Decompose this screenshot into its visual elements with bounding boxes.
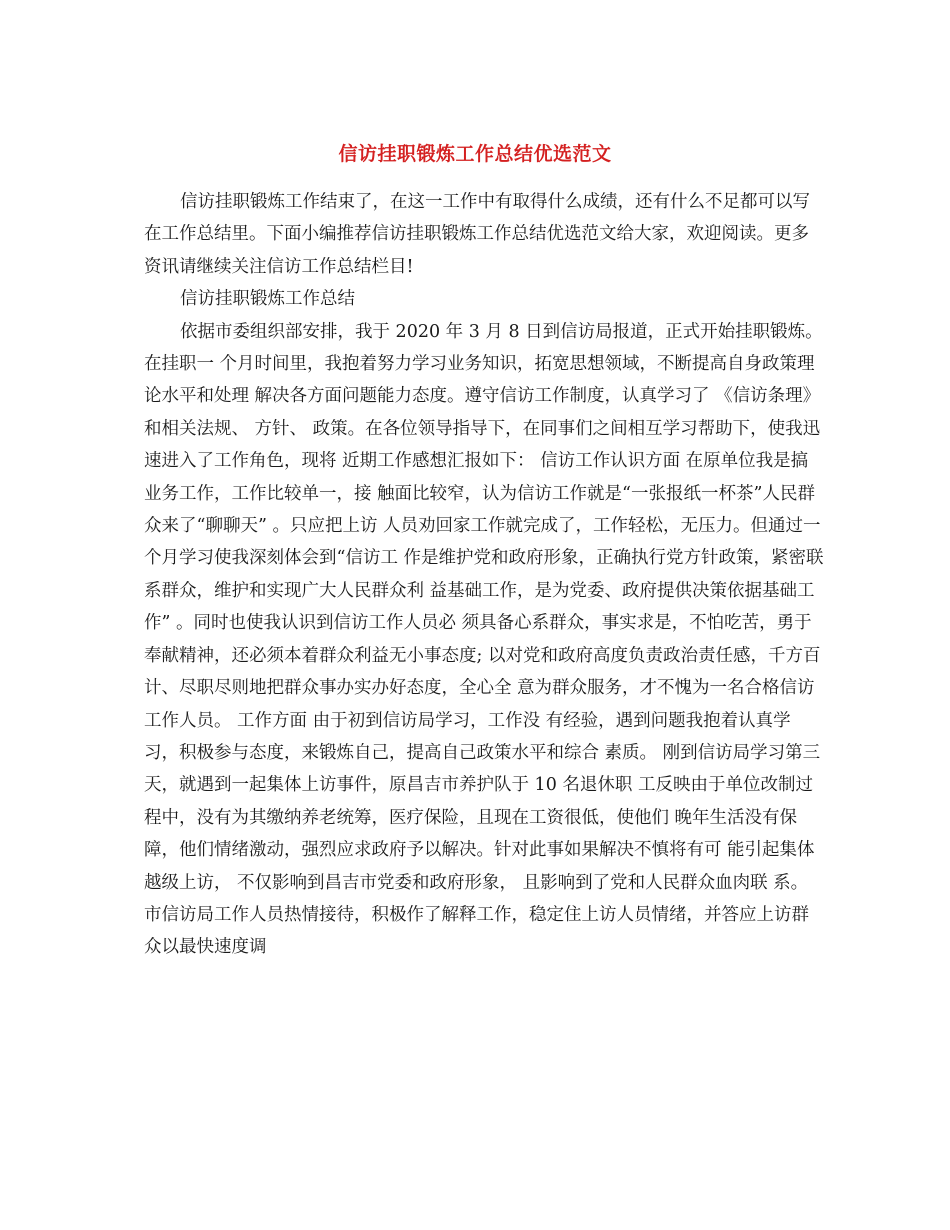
document-title: 信访挂职锻炼工作总结优选范文 <box>338 142 612 165</box>
intro-paragraph: 信访挂职锻炼工作结束了，在这一工作中有取得什么成绩，还有什么不足都可以写在工作总结里。下面小编推荐信访挂职锻炼工作总结优选范文给大家，欢迎阅读。更多资讯请继续关注信访工作总结栏目! <box>144 192 810 277</box>
document-body <box>144 186 824 964</box>
section-heading: 信访挂职锻炼工作总结 <box>180 289 355 310</box>
body-paragraph: 依据市委组织部安排，我于 2020 年 3 月 8 日到信访局报道，正式开始挂职锻炼。在挂职一 个月时间里，我抱着努力学习业务知识，拓宽思想领域，不断提高自身政策理论水平和处理 解决各方面问题能力态度。遵守信访工作制度，认真学习了 《信访条理》和相关法规、 方针、 政策。在各位领导指导下，在同事们之间相互学习帮助下，使我迅速进入了工作角色，现将 近期工作感想汇报如下： 信访工作认识方面 在原单位我是搞业务工作，工作比较单一，接 触面比较窄，认为信访工作就是“一张报纸一杯茶”人民群众来了“聊聊天” 。只应把上访 人员劝回家工作就完成了，工作轻松，无压力。但通过一个月学习使我深刻体会到“信访工 作是维护党和政府形象，正确执行党方针政策，紧密联系群众，维护和实现广大人民群众利 益基础工作，是为党委、政府提供决策依据基础工作” 。同时也使我认识到信访工作人员必 须具备心系群众，事实求是，不怕吃苦，勇于奉献精神，还必须本着群众利益无小事态度; 以对党和政府高度负责政治责任感，千方百计、尽职尽则地把群众事办实办好态度，全心全 意为群众服务，才不愧为一名合格信访工作人员。 工作方面 由于初到信访局学习，工作没 有经验，遇到问题我抱着认真学习，积极参与态度，来锻炼自己，提高自己政策水平和综合 素质。 刚到信访局学习第三天，就遇到一起集体上访事件，原昌吉市养护队于 10 名退休职 工反映由于单位改制过程中，没有为其缴纳养老统筹，医疗保险，且现在工资很低，使他们 晚年生活没有保障，他们情绪激动，强烈应求政府予以解决。针对此事如果解决不慎将有可 能引起集体越级上访， 不仅影响到昌吉市党委和政府形象， 且影响到了党和人民群众血肉联 系。市信访局工作人员热情接待，积极作了解释工作，稳定住上访人员情绪，并答应上访群 众以最快速度调 <box>144 321 824 958</box>
